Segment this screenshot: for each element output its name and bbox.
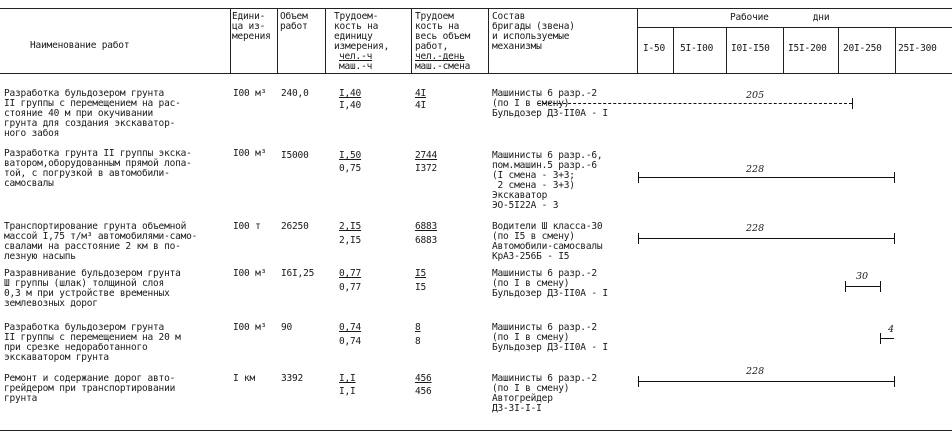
row-2-bar-start-tick bbox=[638, 172, 639, 183]
row-2-labor-total-bottom: I372 bbox=[415, 163, 438, 174]
row-2-labor-total-top: 2744 bbox=[415, 150, 438, 161]
header-labor-total-frac-top: чел.-день bbox=[415, 51, 465, 62]
row-4-volume: I6I,25 bbox=[281, 268, 315, 279]
row-6-labor-unit-bottom: I,I bbox=[339, 386, 356, 397]
row-6-crew: Машинисты 6 разр.-2 (по I в смену) Автогрейдер ДЗ-3I-I-I bbox=[492, 373, 597, 414]
row-1-unit: I00 м³ bbox=[233, 88, 267, 99]
header-labor-total: Трудоем кость на весь объем работ, bbox=[415, 11, 471, 52]
day-range-4: I5I-200 bbox=[788, 43, 827, 54]
header-workdays: Рабочие дни bbox=[730, 12, 830, 23]
row-5-name: Разработка бульдозером грунта II группы с перемещением на 20 м при срезке недоработанного экскаватором грунта bbox=[4, 322, 181, 363]
row-6-name: Ремонт и содержание дорог авто- грейдером при транспортировании грунта bbox=[4, 373, 176, 404]
row-5-unit: I00 м³ bbox=[233, 322, 267, 333]
row-6-bar-end-tick bbox=[894, 376, 895, 387]
header-volume: Объем работ bbox=[280, 11, 308, 32]
row-3-bar-start-tick bbox=[638, 233, 639, 244]
header-labor-total-frac-bottom: маш.-смена bbox=[415, 61, 471, 72]
row-4-labor-unit-top: 0,77 bbox=[339, 268, 362, 279]
header-labor-unit-frac-top: чел.-ч bbox=[339, 51, 373, 62]
col-sep-day-4 bbox=[838, 27, 839, 74]
header-bottom-border bbox=[0, 73, 952, 74]
row-1-bar-end-tick bbox=[852, 98, 853, 109]
row-3-bar-label: 228 bbox=[746, 223, 765, 234]
row-6-schedule-bar bbox=[638, 381, 895, 382]
day-range-3: I0I-I50 bbox=[731, 43, 770, 54]
day-range-5: 20I-250 bbox=[843, 43, 882, 54]
header-labor-unit: Трудоем- кость на единицу измерения, bbox=[334, 11, 390, 52]
header-crew: Состав бригады (звена) и используемые механизмы bbox=[492, 11, 575, 52]
row-6-bar-label: 228 bbox=[746, 366, 765, 377]
row-5-bar-label: 4 bbox=[888, 324, 895, 335]
col-sep-day-2 bbox=[726, 27, 727, 74]
row-2-crew: Машинисты 6 разр.-6, пом.машин.5 разр.-6 (I смена - 3+3; 2 смена - 3+3) Экскаватор ЭО-5I22А - 3 bbox=[492, 150, 603, 211]
row-4-schedule-bar bbox=[845, 286, 881, 287]
col-sep-crew bbox=[488, 8, 489, 74]
row-6-volume: 3392 bbox=[281, 373, 304, 384]
row-2-bar-label: 228 bbox=[746, 164, 765, 175]
header-unit: Едини- ца из- мерения bbox=[232, 11, 271, 42]
row-5-volume: 90 bbox=[281, 322, 293, 333]
row-1-labor-unit-top: I,40 bbox=[339, 88, 362, 99]
row-1-bar-label: 205 bbox=[746, 90, 765, 101]
col-sep-unit bbox=[230, 8, 231, 74]
row-5-crew: Машинисты 6 разр.-2 (по I в смену) Бульдозер ДЗ-II0А - I bbox=[492, 322, 608, 353]
row-5-labor-total-top: 8 bbox=[415, 322, 421, 333]
row-6-bar-start-tick bbox=[638, 376, 639, 387]
col-sep-day-3 bbox=[783, 27, 784, 74]
row-3-labor-total-top: 6883 bbox=[415, 221, 438, 232]
row-5-labor-unit-top: 0,74 bbox=[339, 322, 362, 333]
row-4-unit: I00 м³ bbox=[233, 268, 267, 279]
row-3-name: Транспортирование грунта объемной массой I,75 т/м³ автомобилями-само- свалами на расстояние 2 км в по- лезную насыпь bbox=[4, 221, 198, 262]
row-6-labor-unit-top: I,I bbox=[339, 373, 356, 384]
day-range-1: I-50 bbox=[643, 43, 666, 54]
row-2-volume: I5000 bbox=[281, 150, 309, 161]
day-range-2: 5I-I00 bbox=[680, 43, 714, 54]
row-5-labor-unit-bottom: 0,74 bbox=[339, 336, 362, 347]
row-1-volume: 240,0 bbox=[281, 88, 309, 99]
col-sep-labor-unit bbox=[325, 8, 326, 74]
row-4-labor-unit-bottom: 0,77 bbox=[339, 282, 362, 293]
row-6-labor-total-bottom: 456 bbox=[415, 386, 432, 397]
row-4-labor-total-bottom: I5 bbox=[415, 282, 427, 293]
row-2-name: Разработка грунта II группы экска- ватором,оборудованным прямой лопа- той, с погрузкой в автомобили- самосвалы bbox=[4, 148, 192, 189]
row-4-labor-total-top: I5 bbox=[415, 268, 427, 279]
row-3-unit: I00 т bbox=[233, 221, 261, 232]
row-2-unit: I00 м³ bbox=[233, 148, 267, 159]
table-bottom-border bbox=[0, 430, 952, 431]
row-5-bar-start-tick bbox=[880, 333, 881, 344]
row-2-bar-end-tick bbox=[894, 172, 895, 183]
row-4-crew: Машинисты 6 разр.-2 (по I в смену) Бульдозер ДЗ-II0А - I bbox=[492, 268, 608, 299]
col-sep-workdays bbox=[637, 8, 638, 74]
row-3-labor-unit-bottom: 2,I5 bbox=[339, 235, 362, 246]
row-2-labor-unit-top: I,50 bbox=[339, 150, 362, 161]
col-sep-labor-total bbox=[411, 8, 412, 74]
row-5-labor-total-bottom: 8 bbox=[415, 336, 421, 347]
row-4-bar-end-tick bbox=[880, 281, 881, 292]
col-sep-day-5 bbox=[895, 27, 896, 74]
workdays-subheader-line bbox=[637, 27, 952, 28]
row-3-bar-end-tick bbox=[894, 233, 895, 244]
table-top-border bbox=[0, 8, 952, 9]
row-1-crew: Машинисты 6 разр.-2 (по I в смену) Бульдозер ДЗ-II0А - I bbox=[492, 88, 608, 119]
col-sep-day-1 bbox=[673, 27, 674, 74]
header-labor-unit-frac-bottom: маш.-ч bbox=[339, 61, 373, 72]
row-3-crew: Водители Ш класса-30 (по I5 в смену) Автомобили-самосвалы КрАЗ-256Б - I5 bbox=[492, 221, 603, 262]
row-3-labor-total-bottom: 6883 bbox=[415, 235, 438, 246]
row-1-labor-total-bottom: 4I bbox=[415, 100, 427, 111]
row-4-bar-label: 30 bbox=[856, 271, 869, 282]
row-1-labor-total-top: 4I bbox=[415, 88, 427, 99]
row-2-schedule-bar bbox=[638, 177, 895, 178]
row-6-unit: I км bbox=[233, 373, 256, 384]
row-6-labor-total-top: 456 bbox=[415, 373, 432, 384]
header-name: Наименование работ bbox=[30, 40, 130, 51]
row-2-labor-unit-bottom: 0,75 bbox=[339, 163, 362, 174]
row-4-name: Разравнивание бульдозером грунта Ш группы (шлак) толщиной слоя 0,3 м при устройстве временных землевозных дорог bbox=[4, 268, 181, 309]
row-3-labor-unit-top: 2,I5 bbox=[339, 221, 362, 232]
row-1-labor-unit-bottom: I,40 bbox=[339, 100, 362, 111]
row-1-schedule-bar bbox=[538, 103, 852, 104]
row-3-volume: 26250 bbox=[281, 221, 309, 232]
row-5-schedule-bar bbox=[880, 338, 894, 339]
row-1-name: Разработка бульдозером грунта II группы с перемещением на рас- стояние 40 м при окучивании грунта для создания экскаватор- ного забоя bbox=[4, 88, 181, 139]
col-sep-volume bbox=[277, 8, 278, 74]
day-range-6: 25I-300 bbox=[898, 43, 937, 54]
row-3-schedule-bar bbox=[638, 238, 895, 239]
row-4-bar-start-tick bbox=[845, 281, 846, 292]
